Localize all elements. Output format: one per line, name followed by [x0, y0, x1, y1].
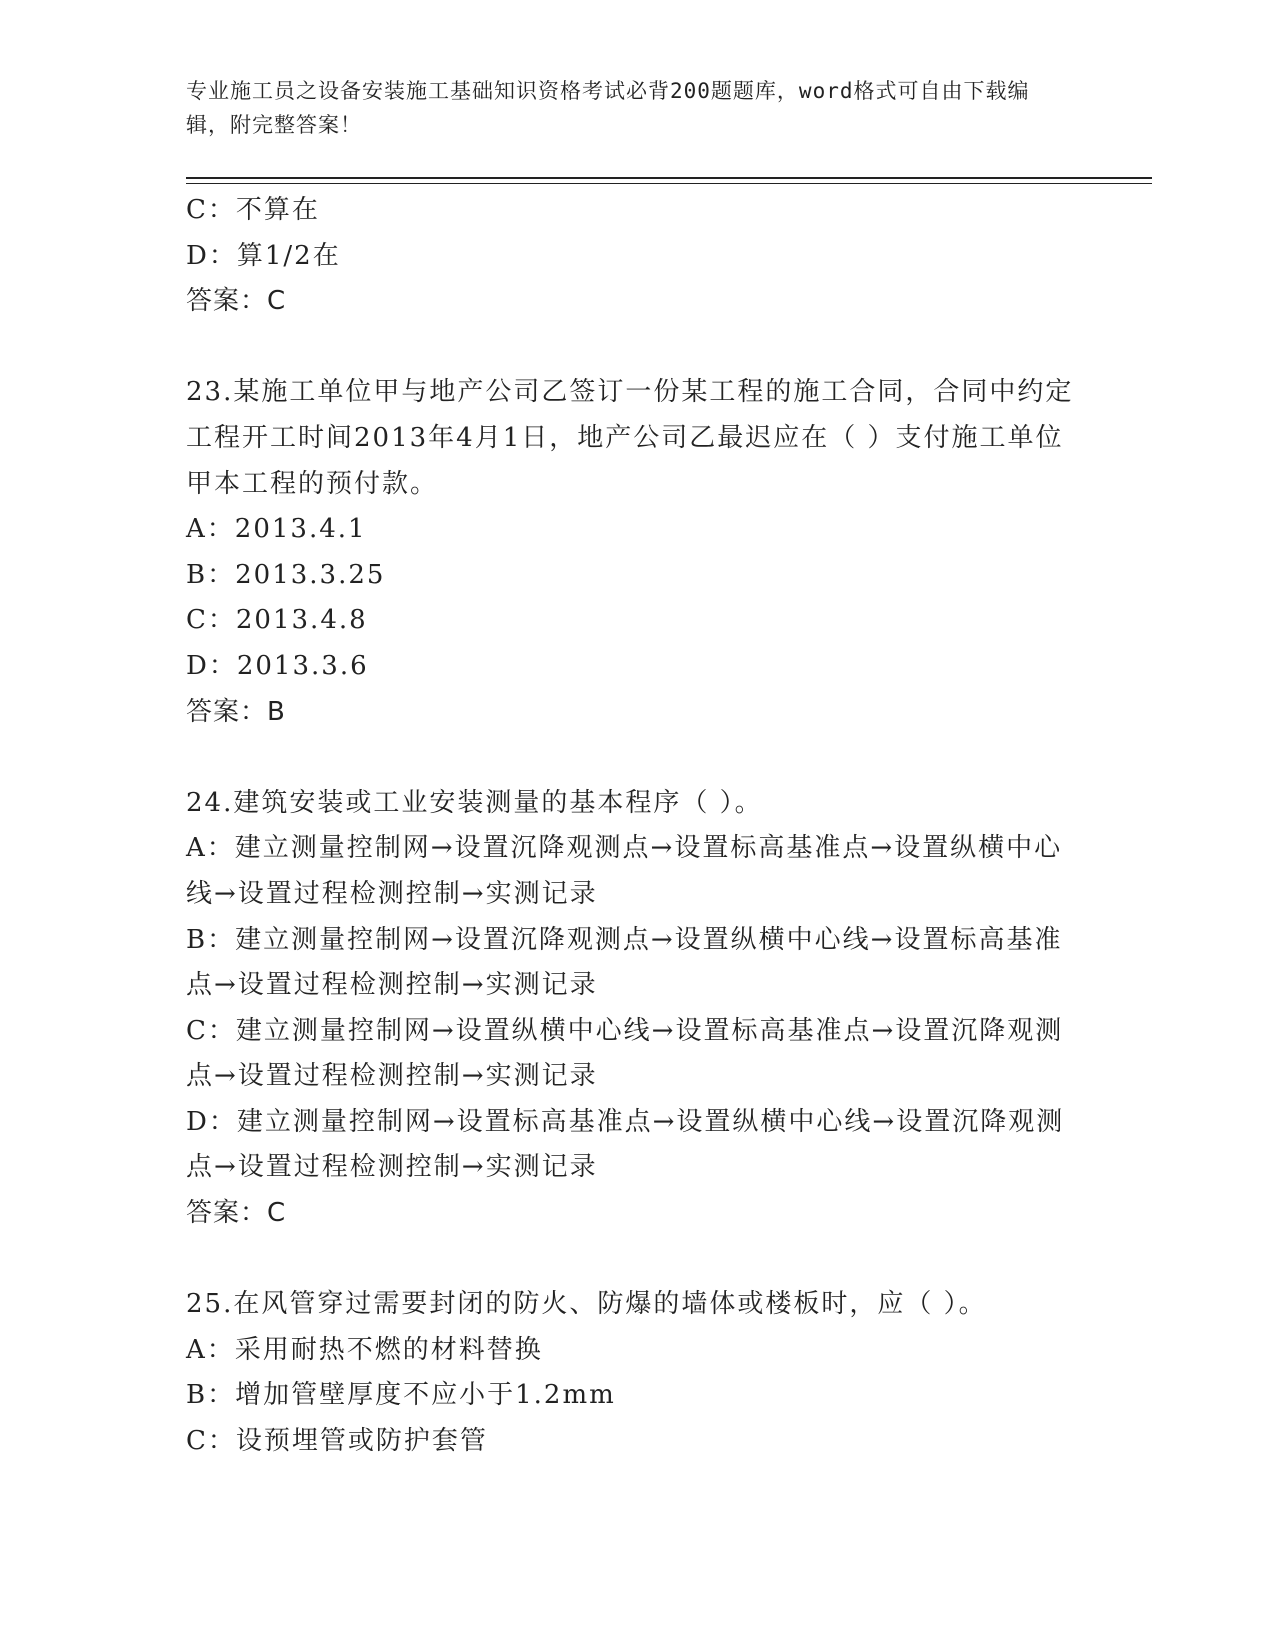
question-22-tail	[186, 188, 1086, 325]
question-24	[186, 781, 1086, 1237]
header-rule-thin	[186, 183, 1152, 184]
q23-option-d: D：2013.3.6	[186, 650, 369, 681]
spacer	[186, 325, 1086, 371]
q25-option-b: B：增加管壁厚度不应小于1.2mm	[186, 1380, 616, 1411]
q25-stem: 25.在风管穿过需要封闭的防火、防爆的墙体或楼板时，应（ ）。	[186, 1289, 987, 1320]
document-header	[186, 74, 1066, 142]
spacer	[186, 1237, 1086, 1283]
q24-option-b: B：建立测量控制网→设置沉降观测点→设置纵横中心线→设置标高基准点→设置过程检测控制→实测记录	[186, 924, 1063, 1001]
header-rule-thick	[186, 177, 1152, 179]
q24-option-a: A：建立测量控制网→设置沉降观测点→设置标高基准点→设置纵横中心线→设置过程检测控制→实测记录	[186, 833, 1063, 909]
q22-option-d: D：算1/2在	[186, 240, 341, 271]
q22-answer: 答案：C	[186, 286, 287, 317]
q25-option-a: A：采用耐热不燃的材料替换	[186, 1334, 543, 1365]
q23-option-c: C：2013.4.8	[186, 605, 368, 636]
q25-option-c: C：设预埋管或防护套管	[186, 1426, 488, 1457]
q24-stem: 24.建筑安装或工业安装测量的基本程序（ ）。	[186, 787, 763, 818]
q24-option-d: D：建立测量控制网→设置标高基准点→设置纵横中心线→设置沉降观测点→设置过程检测控制→实测记录	[186, 1106, 1065, 1183]
q23-stem: 23.某施工单位甲与地产公司乙签订一份某工程的施工合同，合同中约定工程开工时间2013年4月1日，地产公司乙最迟应在（ ）支付施工单位甲本工程的预付款。	[186, 377, 1074, 499]
question-25	[186, 1282, 1086, 1464]
q22-option-c: C：不算在	[186, 195, 320, 225]
q23-answer: 答案：B	[186, 696, 286, 727]
question-content	[186, 188, 1086, 1465]
spacer	[186, 735, 1086, 781]
question-23	[186, 370, 1086, 735]
q24-option-c: C：建立测量控制网→设置纵横中心线→设置标高基准点→设置沉降观测点→设置过程检测控制→实测记录	[186, 1015, 1064, 1092]
q24-answer: 答案：C	[186, 1198, 287, 1229]
header-title: 专业施工员之设备安装施工基础知识资格考试必背200题题库，word格式可自由下载编辑，附完整答案！	[186, 79, 1030, 137]
q23-option-b: B：2013.3.25	[186, 559, 386, 590]
q23-option-a: A：2013.4.1	[186, 514, 367, 545]
